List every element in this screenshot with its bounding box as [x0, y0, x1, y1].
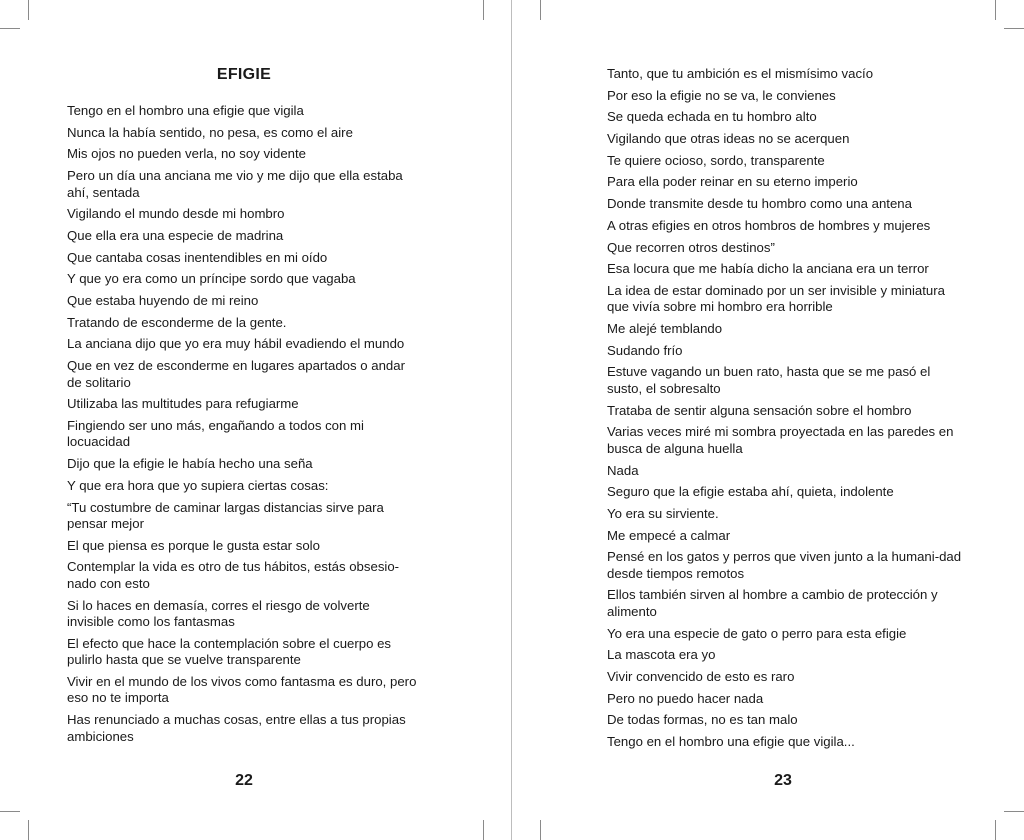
- poem-line: Pero no puedo hacer nada: [607, 690, 764, 706]
- poem-line: La idea de estar dominado por un ser invisible y miniatura que vivía sobre mi hombro era horrible: [607, 282, 945, 315]
- poem-line: A otras efigies en otros hombros de hombres y mujeres: [607, 217, 931, 233]
- poem-line: Trataba de sentir alguna sensación sobre el hombro: [607, 402, 912, 418]
- poem-line: La anciana dijo que yo era muy hábil evadiendo el mundo: [67, 336, 405, 352]
- poem-line: Me alejé temblando: [607, 321, 723, 337]
- poem-line: Tanto, que tu ambición es el mismísimo vacío: [607, 66, 874, 81]
- poem-line: Que estaba huyendo de mi reino: [67, 293, 259, 308]
- crop-mark: [28, 820, 29, 840]
- poem-line: “Tu costumbre de caminar largas distancias sirve para pensar mejor: [67, 499, 384, 531]
- poem-line: Has renunciado a muchas cosas, entre ellas a tus propias ambiciones: [67, 712, 406, 744]
- crop-mark: [540, 820, 541, 840]
- poem-line: Vigilando el mundo desde mi hombro: [67, 206, 285, 222]
- left-page-lines: [67, 103, 419, 750]
- poem-line: Pensé en los gatos y perros que viven junto a la humani-dad desde tiempos remotos: [607, 549, 962, 581]
- poem-line: Varias veces miré mi sombra proyectada en las paredes en busca de alguna huella: [607, 424, 954, 456]
- poem-line: El que piensa es porque le gusta estar solo: [67, 537, 320, 553]
- poem-line: Tengo en el hombro una efigie que vigila...: [607, 734, 855, 750]
- poem-line: Donde transmite desde tu hombro como una antena: [607, 196, 912, 212]
- poem-line: Vivir en el mundo de los vivos como fantasma es duro, pero eso no te importa: [67, 673, 417, 706]
- poem-line: Sudando frío: [607, 342, 683, 358]
- poem-line: Si lo haces en demasía, corres el riesgo de volverte invisible como los fantasmas: [67, 597, 370, 630]
- poem-line: Yo era su sirviente.: [607, 505, 719, 521]
- poem-line: Que recorren otros destinos”: [607, 239, 775, 255]
- poem-line: Contemplar la vida es otro de tus hábitos, estás obsesio-nado con esto: [67, 559, 400, 591]
- poem-line: Esa locura que me había dicho la anciana era un terror: [607, 261, 929, 277]
- crop-mark: [483, 0, 484, 20]
- poem-line: Por eso la efigie no se va, le convienes: [607, 87, 836, 103]
- crop-mark: [28, 0, 29, 20]
- poem-line: Nada: [607, 462, 639, 478]
- poem-line: Se queda echada en tu hombro alto: [607, 109, 817, 125]
- right-page: [512, 0, 1024, 840]
- poem-title: EFIGIE: [216, 66, 272, 83]
- crop-mark: [0, 811, 20, 812]
- poem-line: Utilizaba las multitudes para refugiarme: [67, 396, 299, 412]
- poem-line: Fingiendo ser uno más, engañando a todos con mi locuacidad: [67, 417, 364, 450]
- crop-mark: [995, 0, 996, 20]
- crop-mark: [995, 820, 996, 840]
- poem-line: Nunca la había sentido, no pesa, es como el aire: [67, 124, 353, 140]
- crop-mark: [0, 28, 20, 29]
- page-number-right: 23: [774, 772, 792, 789]
- page-number-left: 22: [235, 772, 253, 789]
- poem-line: Mis ojos no pueden verla, no soy vidente: [67, 146, 306, 162]
- poem-line: Que cantaba cosas inentendibles en mi oído: [67, 249, 328, 265]
- crop-mark: [1004, 28, 1024, 29]
- poem-line: Que en vez de esconderme en lugares apartados o andar de solitario: [67, 358, 405, 390]
- poem-line: Y que era hora que yo supiera ciertas cosas:: [67, 477, 329, 493]
- poem-line: Te quiere ocioso, sordo, transparente: [607, 152, 825, 168]
- poem-line: Vigilando que otras ideas no se acerquen: [607, 131, 850, 147]
- poem-line: Para ella poder reinar en su eterno imperio: [607, 174, 858, 190]
- poem-line: El efecto que hace la contemplación sobre el cuerpo es pulirlo hasta que se vuelve transparente: [67, 635, 392, 668]
- crop-mark: [540, 0, 541, 20]
- poem-line: De todas formas, no es tan malo: [607, 712, 798, 728]
- poem-line: Tengo en el hombro una efigie que vigila: [67, 103, 304, 118]
- poem-line: Y que yo era como un príncipe sordo que vagaba: [67, 271, 356, 287]
- poem-line: Tratando de esconderme de la gente.: [67, 314, 287, 330]
- crop-mark: [483, 820, 484, 840]
- poem-line: Ellos también sirven al hombre a cambio de protección y alimento: [607, 587, 938, 619]
- poem-line: Que ella era una especie de madrina: [67, 227, 284, 243]
- poem-line: La mascota era yo: [607, 647, 716, 663]
- poem-line: Seguro que la efigie estaba ahí, quieta, indolente: [607, 484, 894, 500]
- poem-line: Me empecé a calmar: [607, 527, 731, 543]
- poem-line: Dijo que la efigie le había hecho una seña: [67, 456, 313, 472]
- poem-line: Vivir convencido de esto es raro: [607, 669, 795, 684]
- poem-line: Estuve vagando un buen rato, hasta que se me pasó el susto, el sobresalto: [607, 364, 931, 396]
- crop-mark: [1004, 811, 1024, 812]
- poem-line: Yo era una especie de gato o perro para esta efigie: [607, 625, 907, 641]
- poem-line: Pero un día una anciana me vio y me dijo que ella estaba ahí, sentada: [67, 168, 403, 200]
- right-page-lines: [607, 66, 963, 756]
